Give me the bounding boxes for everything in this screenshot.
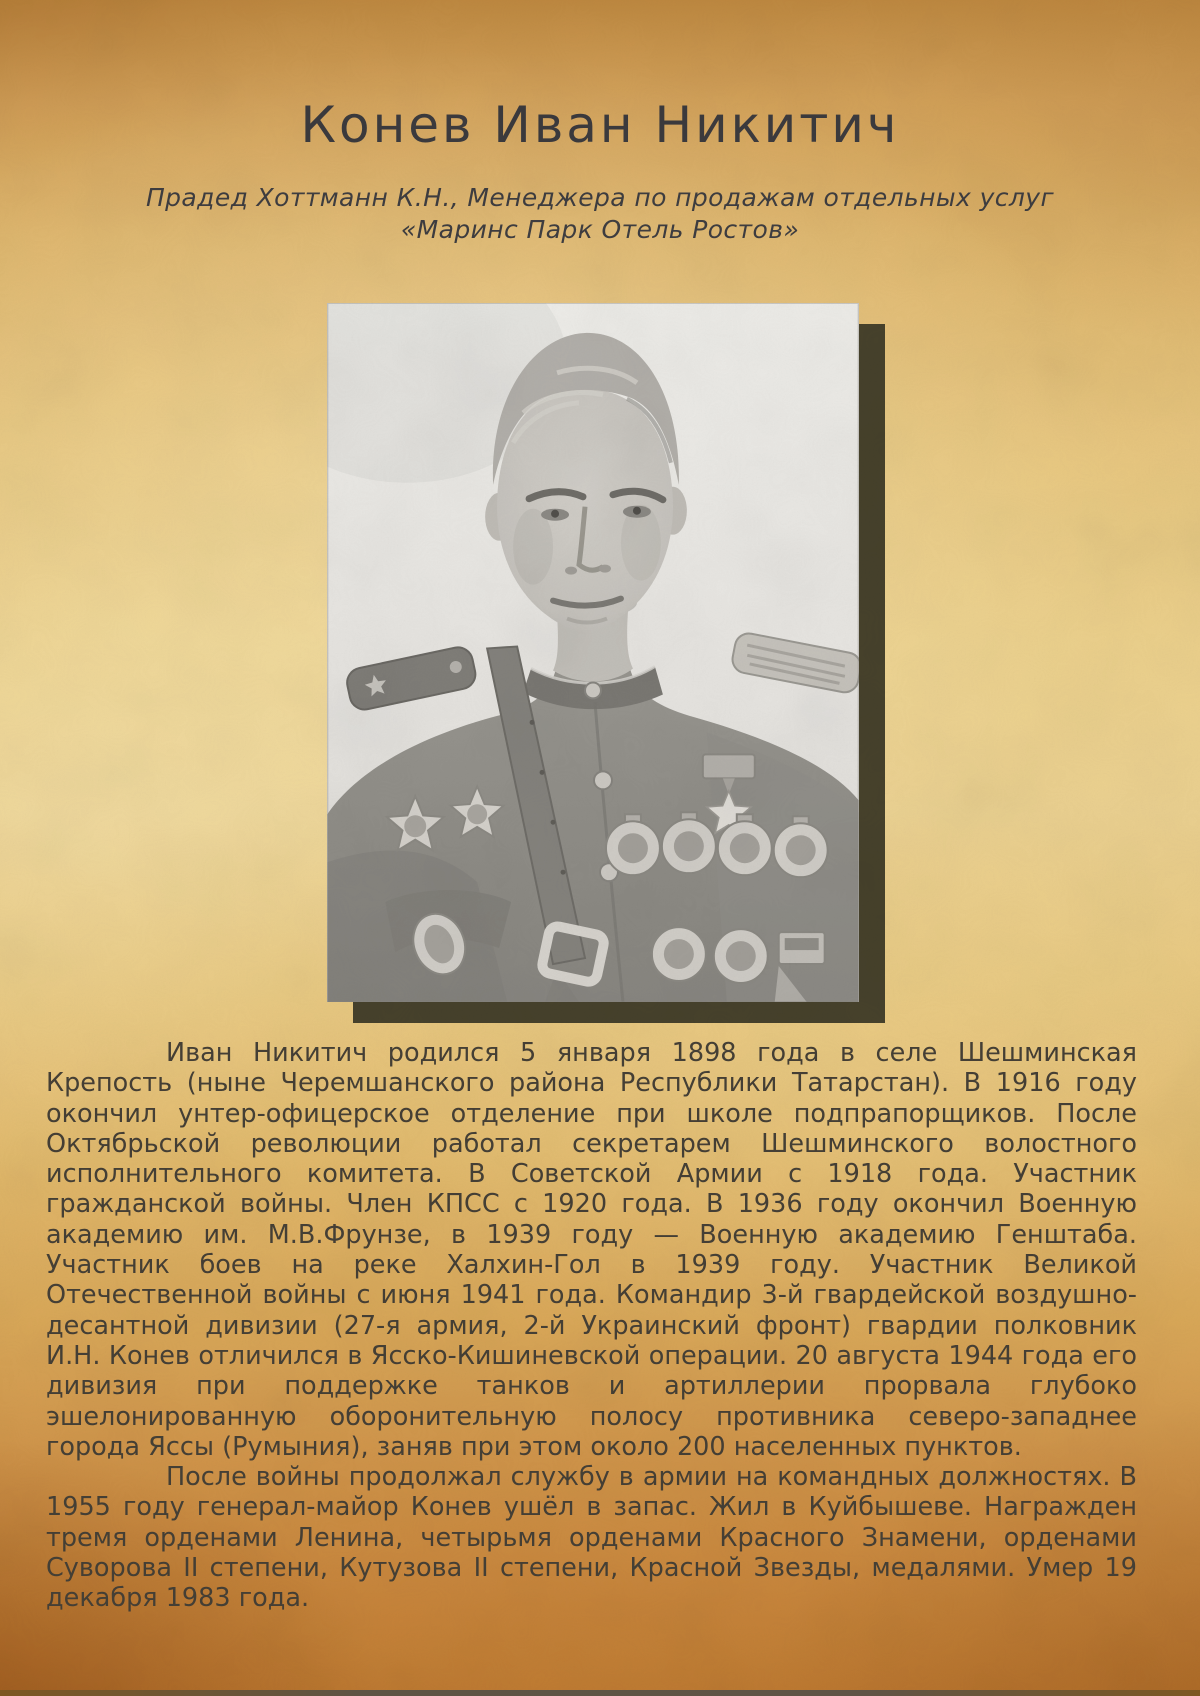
subtitle-line-1: Прадед Хоттманн К.Н., Менеджера по продажам отдельных услуг xyxy=(145,183,1055,212)
portrait-photo xyxy=(327,303,859,1002)
biography xyxy=(46,1038,1137,1614)
page-title: Конев Иван Никитич xyxy=(300,96,900,154)
portrait-illustration xyxy=(327,303,859,1002)
subtitle xyxy=(0,182,1200,246)
subtitle-line-2: «Маринс Парк Отель Ростов» xyxy=(400,215,800,244)
biography-paragraph-2: После войны продолжал службу в армии на командных должностях. В 1955 году генерал-майор Конев ушёл в запас. Жил в Куйбышеве. Награжден тремя орденами Ленина, четырьмя орденами Красного Знамени, орденами Суворова II степени, Кутузова II степени, Красной Звезды, медалями. Умер 19 декабря 1983 года. xyxy=(46,1462,1137,1614)
biography-paragraph-1: Иван Никитич родился 5 января 1898 года в селе Шешминская Крепость (ныне Черемшанского района Республики Татарстан). В 1916 году окончил унтер-офицерское отделение при школе подпрапорщиков. После Октябрьской революции работал секретарем Шешминского волостного исполнительного комитета. В Советской Армии с 1918 года. Участник гражданской войны. Член КПСС с 1920 года. В 1936 году окончил Военную академию им. М.В.Фрунзе, в 1939 году — Военную академию Генштаба. Участник боев на реке Халхин-Гол в 1939 году. Участник Великой Отечественной войны с июня 1941 года. Командир 3-й гвардейской воздушно-десантной дивизии (27-я армия, 2-й Украинский фронт) гвардии полковник И.Н. Конев отличился в Ясско-Кишиневской операции. 20 августа 1944 года его дивизия при поддержке танков и артиллерии прорвала глубоко эшелонированную оборонительную полосу противника северо-западнее города Яссы (Румыния), заняв при этом около 200 населенных пунктов. xyxy=(46,1038,1137,1462)
